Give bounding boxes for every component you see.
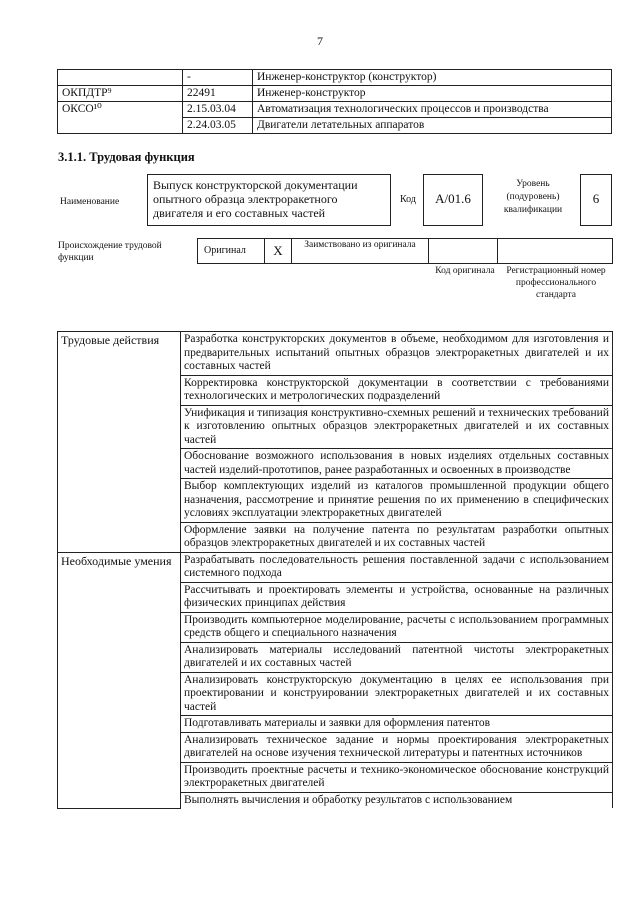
table-row xyxy=(58,552,613,582)
function-details-table xyxy=(57,331,613,809)
code-label: Код xyxy=(400,194,416,205)
code-name-cell: Инженер-конструктор (конструктор) xyxy=(253,70,612,86)
skill-item: Подготавливать материалы и заявки для оформления патентов xyxy=(181,716,613,733)
function-code: A/01.6 xyxy=(423,174,483,226)
labor-actions-label: Трудовые действия xyxy=(58,332,181,553)
code-type-cell: ОКПДТР⁹ xyxy=(58,86,183,102)
borrowed-label: Заимствовано из оригинала xyxy=(291,238,429,264)
labor-action-item: Корректировка конструкторской документации в соответствии с требованиями технологических и метрологических подразделений xyxy=(181,375,613,405)
code-name-cell: Двигатели летательных аппаратов xyxy=(253,118,612,134)
original-label: Оригинал xyxy=(197,238,265,264)
labor-action-item: Унификация и типизация конструктивно-схемных решений и технических требований к изготовлению опытных образцов электроракетных двигателей и их составных частей xyxy=(181,405,613,449)
skill-item: Анализировать техническое задание и нормы проектирования электроракетных двигателей на основе изучения технической литературы и патентных источников xyxy=(181,732,613,762)
level-label: Уровень (подуровень) квалификации xyxy=(503,179,563,215)
skill-item: Разрабатывать последовательность решения поставленной задачи с использованием системного подхода xyxy=(181,552,613,582)
labor-action-item: Выбор комплектующих изделий из каталогов промышленной продукции общего назначения, рассмотрение и принятие решения по их применению в специфических условиях эксплуатации электроракетных двигателей xyxy=(181,479,613,523)
labor-action-item: Оформление заявки на получение патента по результатам разработки опытных образцов электроракетных двигателей и их составных частей xyxy=(181,522,613,552)
table-row xyxy=(58,86,612,102)
skills-label: Необходимые умения xyxy=(58,552,181,808)
code-name-cell: Автоматизация технологических процессов и производства xyxy=(253,102,612,118)
code-type-cell xyxy=(58,70,183,86)
qualification-level: 6 xyxy=(580,174,612,226)
table-row xyxy=(58,118,612,134)
code-type-cell: ОКСО¹⁰ xyxy=(58,102,183,118)
skill-item: Рассчитывать и проектировать элементы и устройства, основанные на различных физических принципах действия xyxy=(181,582,613,612)
registration-number-cell xyxy=(497,238,613,264)
original-code-cell xyxy=(428,238,498,264)
code-type-cell xyxy=(58,118,183,134)
code-name-cell: Инженер-конструктор xyxy=(253,86,612,102)
code-cell: 2.15.03.04 xyxy=(183,102,253,118)
registration-number-caption: Регистрационный номер профессионального стандарта xyxy=(506,266,606,300)
code-cell: 22491 xyxy=(183,86,253,102)
table-row xyxy=(58,332,613,376)
function-name: Выпуск конструкторской документации опытного образца электроракетного двигателя и его составных частей xyxy=(147,174,391,226)
skill-item: Анализировать материалы исследований патентной чистоты электроракетных двигателей и их составных частей xyxy=(181,642,613,672)
skill-item: Производить проектные расчеты и технико-экономическое обоснование конструкций электроракетных двигателей xyxy=(181,762,613,792)
skill-item: Производить компьютерное моделирование, расчеты с использованием программных средств общего и специального назначения xyxy=(181,612,613,642)
page-number: 7 xyxy=(317,34,323,48)
code-cell: - xyxy=(183,70,253,86)
section-title: 3.1.1. Трудовая функция xyxy=(58,150,195,164)
labor-action-item: Разработка конструкторских документов в объеме, необходимом для изготовления и предварительных испытаний опытных образцов электроракетных двигателей и их составных частей xyxy=(181,332,613,376)
skill-item: Анализировать конструкторскую документацию в целях ее использования при проектировании и конструировании электроракетных двигателей и их составных частей xyxy=(181,672,613,716)
code-cell: 2.24.03.05 xyxy=(183,118,253,134)
origin-label: Происхождение трудовой функции xyxy=(58,241,162,263)
original-code-caption: Код оригинала xyxy=(435,266,495,276)
codes-table xyxy=(57,69,612,134)
name-label: Наименование xyxy=(60,197,120,207)
table-row xyxy=(58,102,612,118)
skill-item: Выполнять вычисления и обработку результатов с использованием xyxy=(181,792,613,808)
original-mark: X xyxy=(264,238,292,264)
labor-action-item: Обоснование возможного использования в новых изделиях отдельных составных частей изделий-прототипов, ранее разработанных и освоенных в производстве xyxy=(181,449,613,479)
table-row xyxy=(58,70,612,86)
